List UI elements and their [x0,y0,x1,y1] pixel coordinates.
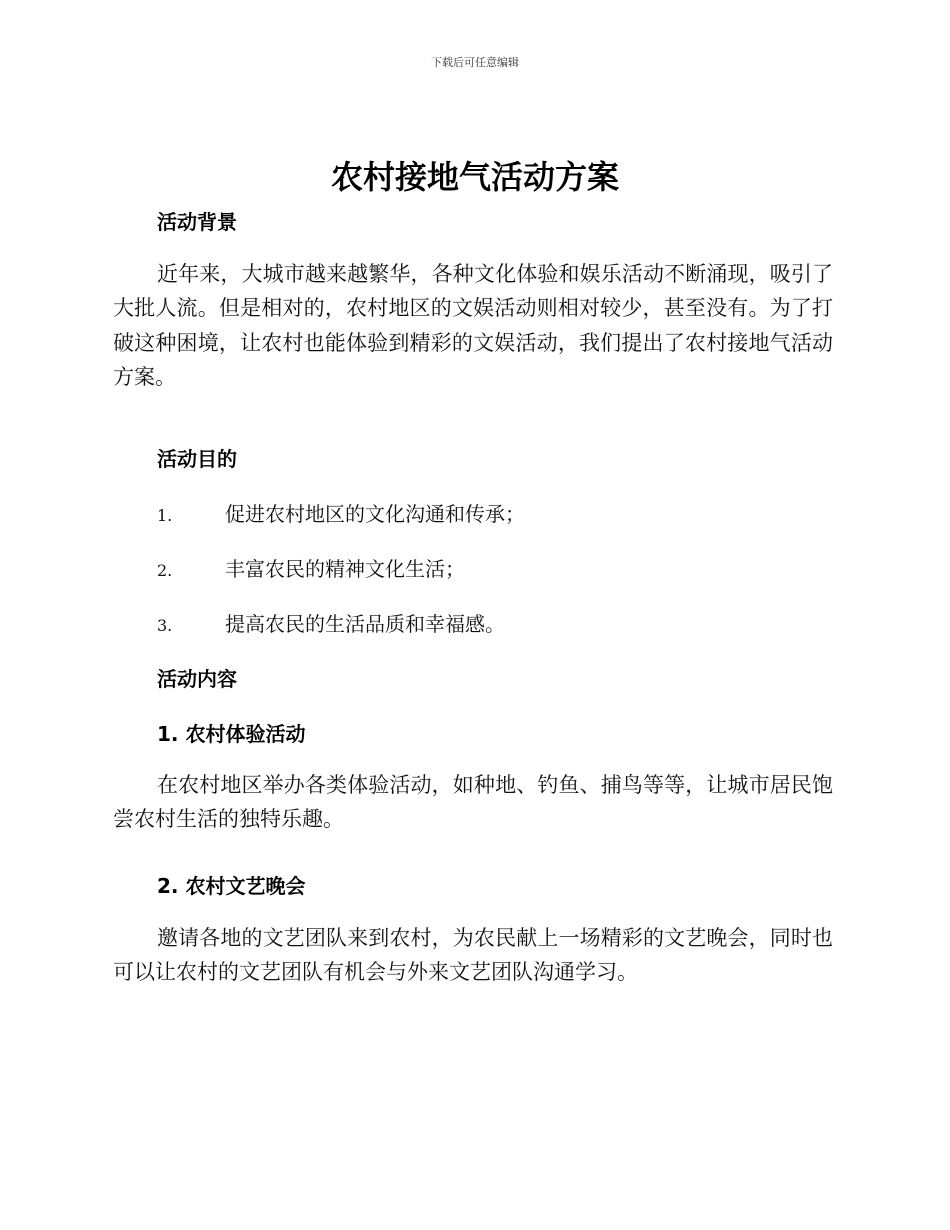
paragraph-background: 近年来，大城市越来越繁华，各种文化体验和娱乐活动不断涌现，吸引了大批人流。但是相对的，农村地区的文娱活动则相对较少，甚至没有。为了打破这种困境，让农村也能体验到精彩的文娱活动，我们提出了农村接地气活动方案。 [113,262,833,389]
section-heading-content: 活动内容 [157,667,237,691]
list-item-text: 提高农民的生活品质和幸福感。 [225,612,505,636]
header-note: 下载后可任意编辑 [431,56,519,69]
list-item-number: 3. [157,616,173,635]
list-item-number: 1. [157,506,173,525]
list-item [157,608,505,637]
list-item [157,553,465,582]
section-heading-purpose: 活动目的 [157,447,237,471]
list-item-text: 促进农村地区的文化沟通和传承； [225,502,525,526]
list-item-text: 丰富农民的精神文化生活； [225,557,465,581]
list-item-number: 2. [157,561,173,580]
subsection-heading-experience: 1. 农村体验活动 [157,722,306,746]
paragraph-experience: 在农村地区举办各类体验活动，如种地、钓鱼、捕鸟等等，让城市居民饱尝农村生活的独特乐趣。 [113,773,833,832]
section-heading-background: 活动背景 [157,210,237,234]
list-item [157,498,525,527]
subsection-heading-gala: 2. 农村文艺晚会 [157,874,306,898]
paragraph-gala: 邀请各地的文艺团队来到农村，为农民献上一场精彩的文艺晚会，同时也可以让农村的文艺团队有机会与外来文艺团队沟通学习。 [113,926,833,985]
document-title: 农村接地气活动方案 [330,158,619,196]
